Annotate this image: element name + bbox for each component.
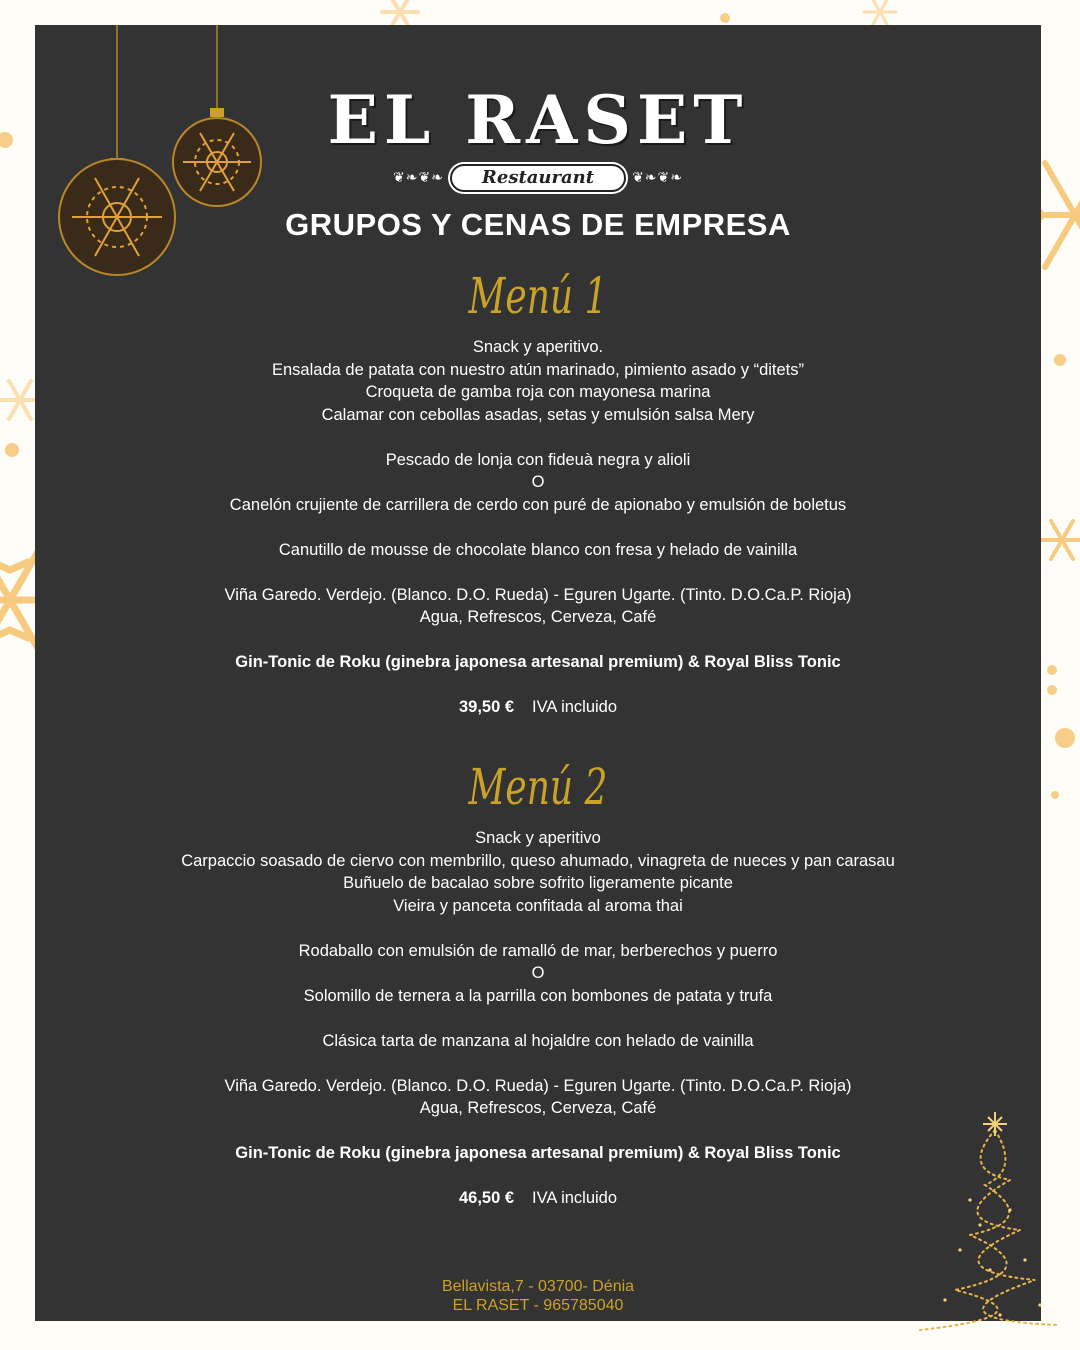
menu-line: Pescado de lonja con fideuà negra y alioli — [385, 450, 691, 469]
flourish-icon: ❦❧❦❧ — [392, 170, 444, 186]
menu-title: Menú 2 — [468, 758, 608, 816]
menu-line: Rodaballo con emulsión de ramalló de mar, berberechos y puerro — [298, 941, 778, 960]
menu-line: Calamar con cebollas asadas, setas y emulsión salsa Mery — [321, 405, 755, 424]
snowflake-icon — [1040, 521, 1080, 559]
page-title: GRUPOS Y CENAS DE EMPRESA — [285, 207, 791, 242]
menu-line: Snack y aperitivo — [475, 829, 601, 847]
menu-price-row — [35, 696, 1041, 719]
footer-address: Bellavista,7 - 03700- Dénia — [441, 1278, 635, 1295]
menu-line: Canelón crujiente de carrillera de cerdo con puré de apionabo y emulsión de boletus — [229, 495, 847, 514]
snowflake-icon — [382, 0, 418, 27]
flourish-icon: ❦❧❦❧ — [632, 170, 683, 186]
menu-wines: Viña Garedo. Verdejo. (Blanco. D.O. Rueda) - Eguren Ugarte. (Tinto. D.O.Ca.P. Rioja) — [224, 585, 852, 604]
menu-or: O — [531, 964, 545, 982]
footer-contact — [35, 1277, 1041, 1315]
christmas-tree-icon — [900, 1110, 1070, 1345]
menu-tax-note: IVA incluido — [532, 1189, 618, 1207]
menu-drinks: Agua, Refrescos, Cerveza, Café — [419, 1099, 657, 1117]
menu-line: Vieira y panceta confitada al aroma thai — [393, 896, 683, 915]
menu-price: 46,50 € — [458, 1189, 515, 1207]
menu-drinks: Agua, Refrescos, Cerveza, Café — [419, 608, 657, 626]
christmas-ornament-icon — [55, 25, 275, 285]
logo-subtitle: Restaurant — [450, 164, 626, 192]
menu-section-2 — [35, 751, 1041, 1210]
menu-price-row — [35, 1187, 1041, 1210]
menu-or: O — [531, 473, 545, 491]
menu-section-1 — [35, 260, 1041, 719]
menu-dessert: Canutillo de mousse de chocolate blanco con fresa y helado de vainilla — [278, 540, 798, 559]
menu-wines: Viña Garedo. Verdejo. (Blanco. D.O. Rueda) - Eguren Ugarte. (Tinto. D.O.Ca.P. Rioja) — [224, 1076, 852, 1095]
menu-line: Ensalada de patata con nuestro atún marinado, pimiento asado y “ditets” — [272, 360, 804, 379]
menu-line: Snack y aperitivo. — [472, 338, 604, 356]
footer-phone: EL RASET - 965785040 — [452, 1297, 624, 1314]
menu-line: Croqueta de gamba roja con mayonesa marina — [365, 383, 711, 401]
logo-name: EL RASET — [327, 81, 749, 159]
menu-title: Menú 1 — [468, 267, 608, 325]
menu-line: Buñuelo de bacalao sobre sofrito ligeramente picante — [343, 874, 733, 892]
menu-price: 39,50 € — [458, 698, 515, 716]
menu-tax-note: IVA incluido — [532, 698, 618, 716]
snowflake-icon — [864, 0, 896, 26]
menu-dessert: Clásica tarta de manzana al hojaldre con helado de vainilla — [322, 1031, 754, 1050]
star-icon — [983, 1112, 1007, 1136]
menu-line: Solomillo de ternera a la parrilla con bombones de patata y trufa — [303, 986, 773, 1005]
menu-line: Carpaccio soasado de ciervo con membrillo, queso ahumado, vinagreta de nueces y pan carasau — [181, 851, 895, 870]
menu-gin: Gin-Tonic de Roku (ginebra japonesa artesanal premium) & Royal Bliss Tonic — [235, 1144, 841, 1162]
menu-gin: Gin-Tonic de Roku (ginebra japonesa artesanal premium) & Royal Bliss Tonic — [235, 653, 841, 671]
